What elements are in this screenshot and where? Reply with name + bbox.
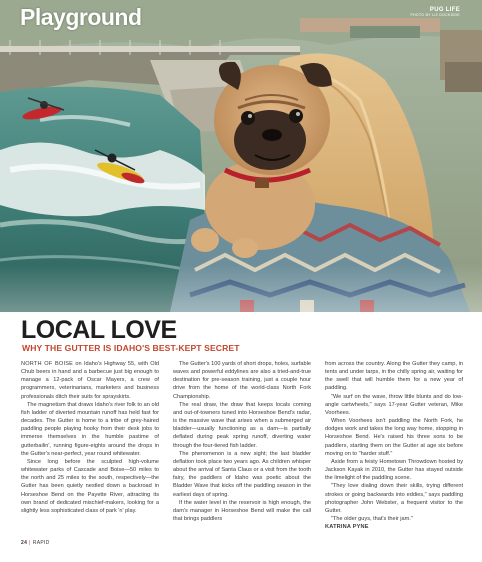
paragraph: Since long before the sculpted high-volume whitewater parks of Cascade and Boise—50 miles to the north and 25 miles to the south, respectively—the Gutter has been quietly nestled down a backroad in Horseshoe Bend on the Payette River, attracting its own brand of dedicated mischief-makers, looking for a slightly less sophisticated class of park 'n' play. bbox=[21, 458, 159, 514]
lead-in: NORTH OF BOISE bbox=[21, 361, 74, 367]
column-3 bbox=[325, 360, 463, 531]
paragraph: Aside from a feisty Hometown Throwdown hosted by Jackson Kayak in 2010, the Gutter has stayed outside the limelight of the paddling scene. bbox=[325, 458, 463, 482]
article-deck: WHY THE GUTTER IS IDAHO'S BEST-KEPT SECRET bbox=[22, 343, 240, 353]
photo-credit: PHOTO BY LIZ DOCKSIDE bbox=[410, 13, 460, 17]
paragraph: If the water level in the reservoir is high enough, the dam's manager in Horseshoe Bend will make the call that brings paddlers bbox=[173, 499, 311, 522]
paragraph: NORTH OF BOISE on Idaho's Highway 55, with Old Chub beers in hand and a barbecue just big enough to manage a 12-pack of Oscar Mayers, a crew of programmers, veterinarians, marketers and business professionals ditch their suits for sprayskirts. bbox=[21, 361, 160, 400]
section-title: Playground bbox=[20, 4, 142, 30]
paragraph: "The older guys, that's their jam." bbox=[331, 515, 413, 522]
paragraph: The phenomenon is a new sight; the last bladder deflation took place two years ago. As children whisper about the arrival of Santa Claus or a visit from the tooth fairy, the paddlers of Idaho wax poetic about the Bladder Wave that kicks off the paddling season in the earliest days of spring. bbox=[173, 450, 311, 498]
paragraph: The real draw, the draw that keeps locals coming and out-of-towners tuned into Horseshoe Bend's radar, is the massive wave that arises when a submerged air bladder—usually functioning as a dam—is partially deflated during peak spring runoff, diverting water through the four-tiered fish ladder. bbox=[173, 401, 311, 449]
publication-name: RAPID bbox=[32, 540, 50, 546]
paragraph: The Gutter's 100 yards of short drops, holes, surfable waves and powerful eddylines are also a tried-and-true destination for pre-season training, just a couple hour drive from the home of the world-class North Fork Championship. bbox=[173, 361, 311, 400]
photo-caption-tag bbox=[410, 7, 460, 18]
paragraph: "We surf on the wave, throw little blunts and do low-angle cartwheels," says 17-year Gutter veteran, Mike Voorhees. bbox=[325, 393, 463, 416]
photo-tag-title: PUG LIFE bbox=[429, 7, 460, 13]
paragraph: "They love dialing down their skills, trying different strokes or going backwards into eddies," says paddling photographer John Webster, a frequent visitor to the Gutter. bbox=[325, 483, 463, 514]
paragraph: from across the country. Along the Gutter they camp, in tents and under tarps, in the chilly spring air, waiting for the swell that will humble them for a new year of paddling. bbox=[325, 361, 463, 392]
footer-separator: | bbox=[29, 540, 31, 546]
paragraph: The magnetism that draws Idaho's river folk to an old fish ladder of diverted mountain runoff has held fast for decades. The Gutter is home to a tribe of grey-haired paddling people playing hooky from their desk jobs to immerse themselves in the humble pastime of gutterbailin', running figure-eights around the drops in the Gutter's near-perfect, year round whitewater. bbox=[21, 401, 159, 457]
column-1 bbox=[21, 360, 159, 531]
article-body bbox=[21, 360, 463, 531]
page-footer bbox=[21, 540, 50, 546]
column-2 bbox=[173, 360, 311, 531]
article-headline: LOCAL LOVE bbox=[21, 316, 177, 344]
byline: KATRINA PYNE bbox=[325, 524, 369, 531]
page-number: 24 bbox=[21, 540, 28, 546]
paragraph: When Voorhees isn't paddling the North Fork, he dodges work and takes the long way home, stopping in Horseshoe Bend. He's raised his three sons to be paddlers, starting them on the Gutter at age six before moving on to "harder stuff." bbox=[325, 418, 463, 457]
